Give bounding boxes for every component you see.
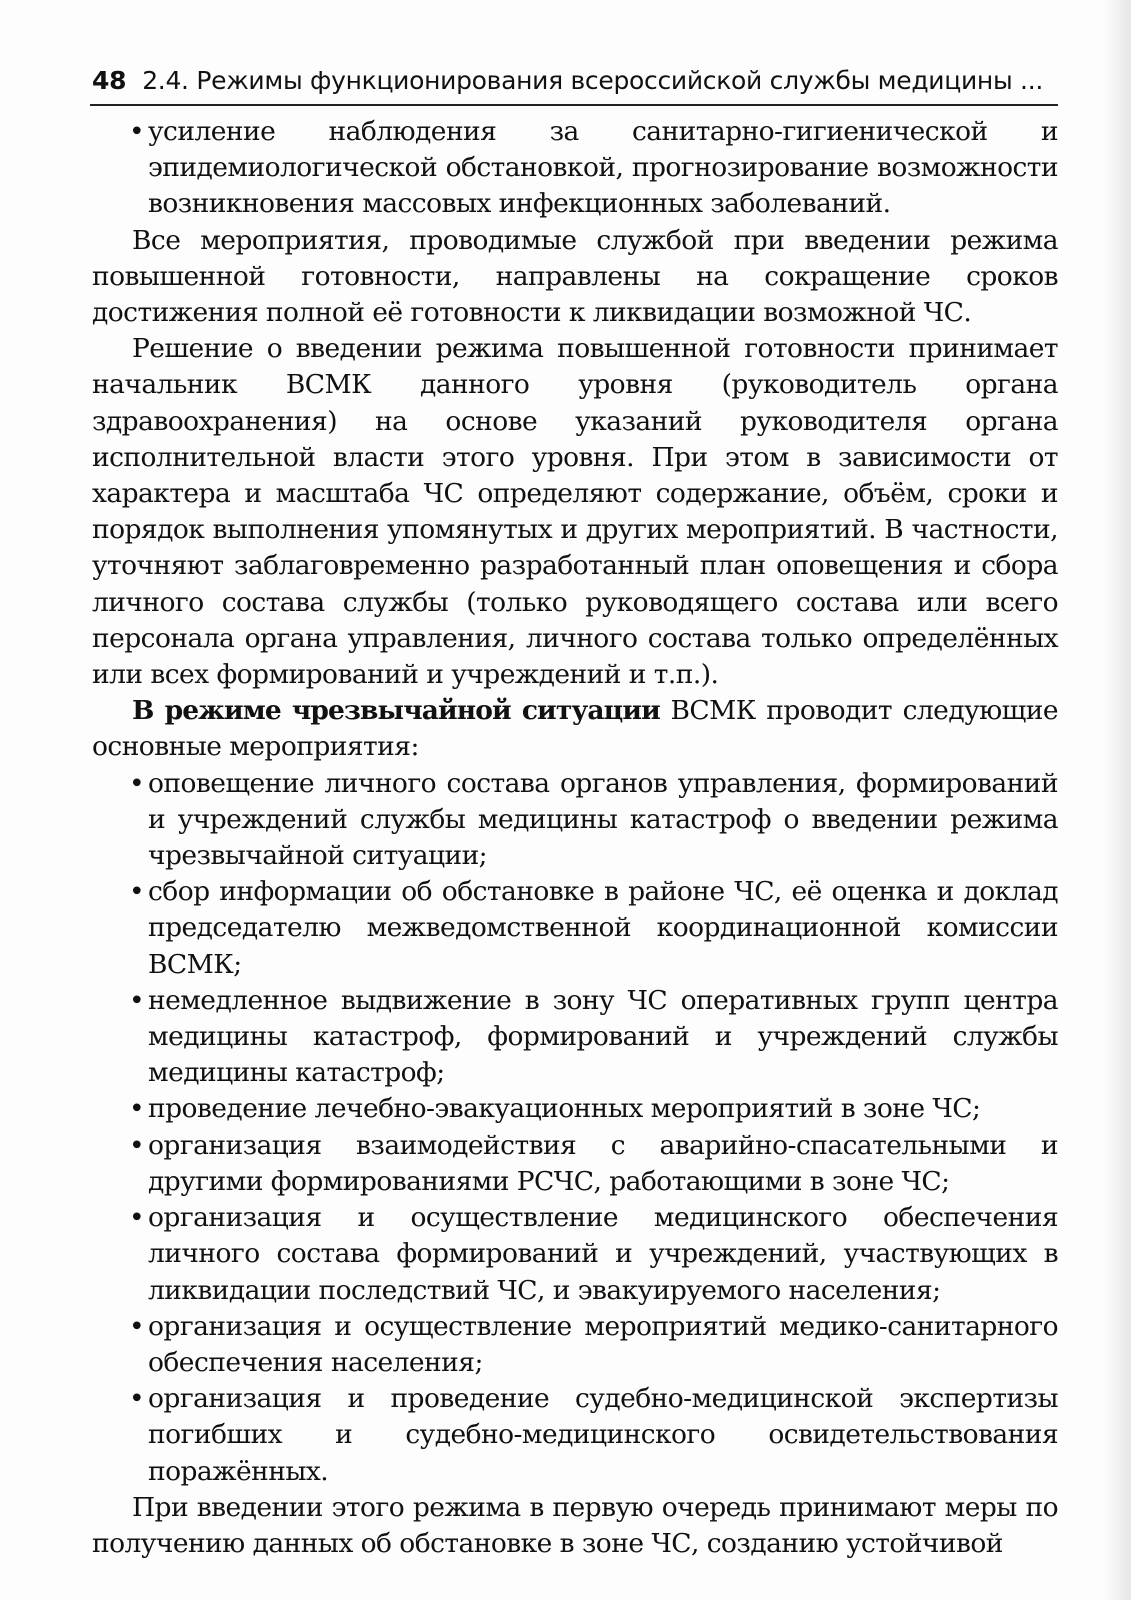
list-item: • организация взаимодействия с аварийно-спасательными и другими формированиями РСЧС, работающими в зоне ЧС; — [148, 1128, 1058, 1200]
header-rule — [90, 104, 1058, 106]
list-item: • организация и осуществление медицинского обеспечения личного состава формирований и учреждений, участвующих в ликвидации последствий ЧС, и эвакуируемого населения; — [148, 1200, 1058, 1309]
list-item: • усиление наблюдения за санитарно-гигиенической и эпидемиологической обстановкой, прогнозирование возможности возникновения массовых инфекционных заболеваний. — [148, 114, 1058, 223]
list-item: • организация и осуществление мероприятий медико-санитарного обеспечения населения; — [148, 1309, 1058, 1381]
list-item: • проведение лечебно-эвакуационных мероприятий в зоне ЧС; — [148, 1091, 1058, 1127]
paragraph-text: ВСМК проводит следующие основные мероприятия: — [92, 695, 1058, 763]
page-number: 48 — [92, 66, 127, 95]
bullet-list-top — [92, 114, 1058, 223]
page-edge-shadow — [1103, 0, 1131, 1600]
list-item: • немедленное выдвижение в зону ЧС оперативных групп центра медицины катастроф, формирований и учреждений службы медицины катастроф; — [148, 983, 1058, 1092]
list-item: • оповещение личного состава органов управления, формирований и учреждений службы медицины катастроф о введении режима чрезвычайной ситуации; — [148, 766, 1058, 875]
paragraph: Решение о введении режима повышенной готовности принимает начальник ВСМК данного уровня (руководитель органа здравоохранения) на основе указаний руководителя органа исполнительной власти этого уровня. При этом в зависимости от характера и масштаба ЧС определяют содержание, объём, сроки и порядок выполнения упомянутых и других мероприятий. В частности, уточняют заблаговременно разработанный план оповещения и сбора личного состава службы (только руководящего состава или всего персонала органа управления, личного состава только определённых или всех формирований и учреждений и т.п.). — [92, 333, 1058, 691]
bullet-list-main — [92, 766, 1058, 1490]
list-item: • сбор информации об обстановке в районе ЧС, её оценка и доклад председателю межведомственной координационной комиссии ВСМК; — [148, 874, 1058, 983]
paragraph — [92, 693, 1058, 765]
paragraph: При введении этого режима в первую очередь принимают меры по получению данных об обстановке в зоне ЧС, созданию устойчивой — [92, 1491, 1058, 1559]
list-item: • организация и проведение судебно-медицинской экспертизы погибших и судебно-медицинского освидетельствования поражённых. — [148, 1381, 1058, 1490]
running-title: 2.4. Режимы функционирования всероссийской службы медицины ... — [142, 66, 1043, 95]
emphasis-term: В режиме чрезвычайной ситуации — [132, 695, 660, 727]
running-header — [92, 66, 1058, 95]
paragraph: Все мероприятия, проводимые службой при введении режима повышенной готовности, направлены на сокращение сроков достижения полной её готовности к ликвидации возможной ЧС. — [92, 224, 1058, 329]
page-body — [92, 114, 1058, 1562]
